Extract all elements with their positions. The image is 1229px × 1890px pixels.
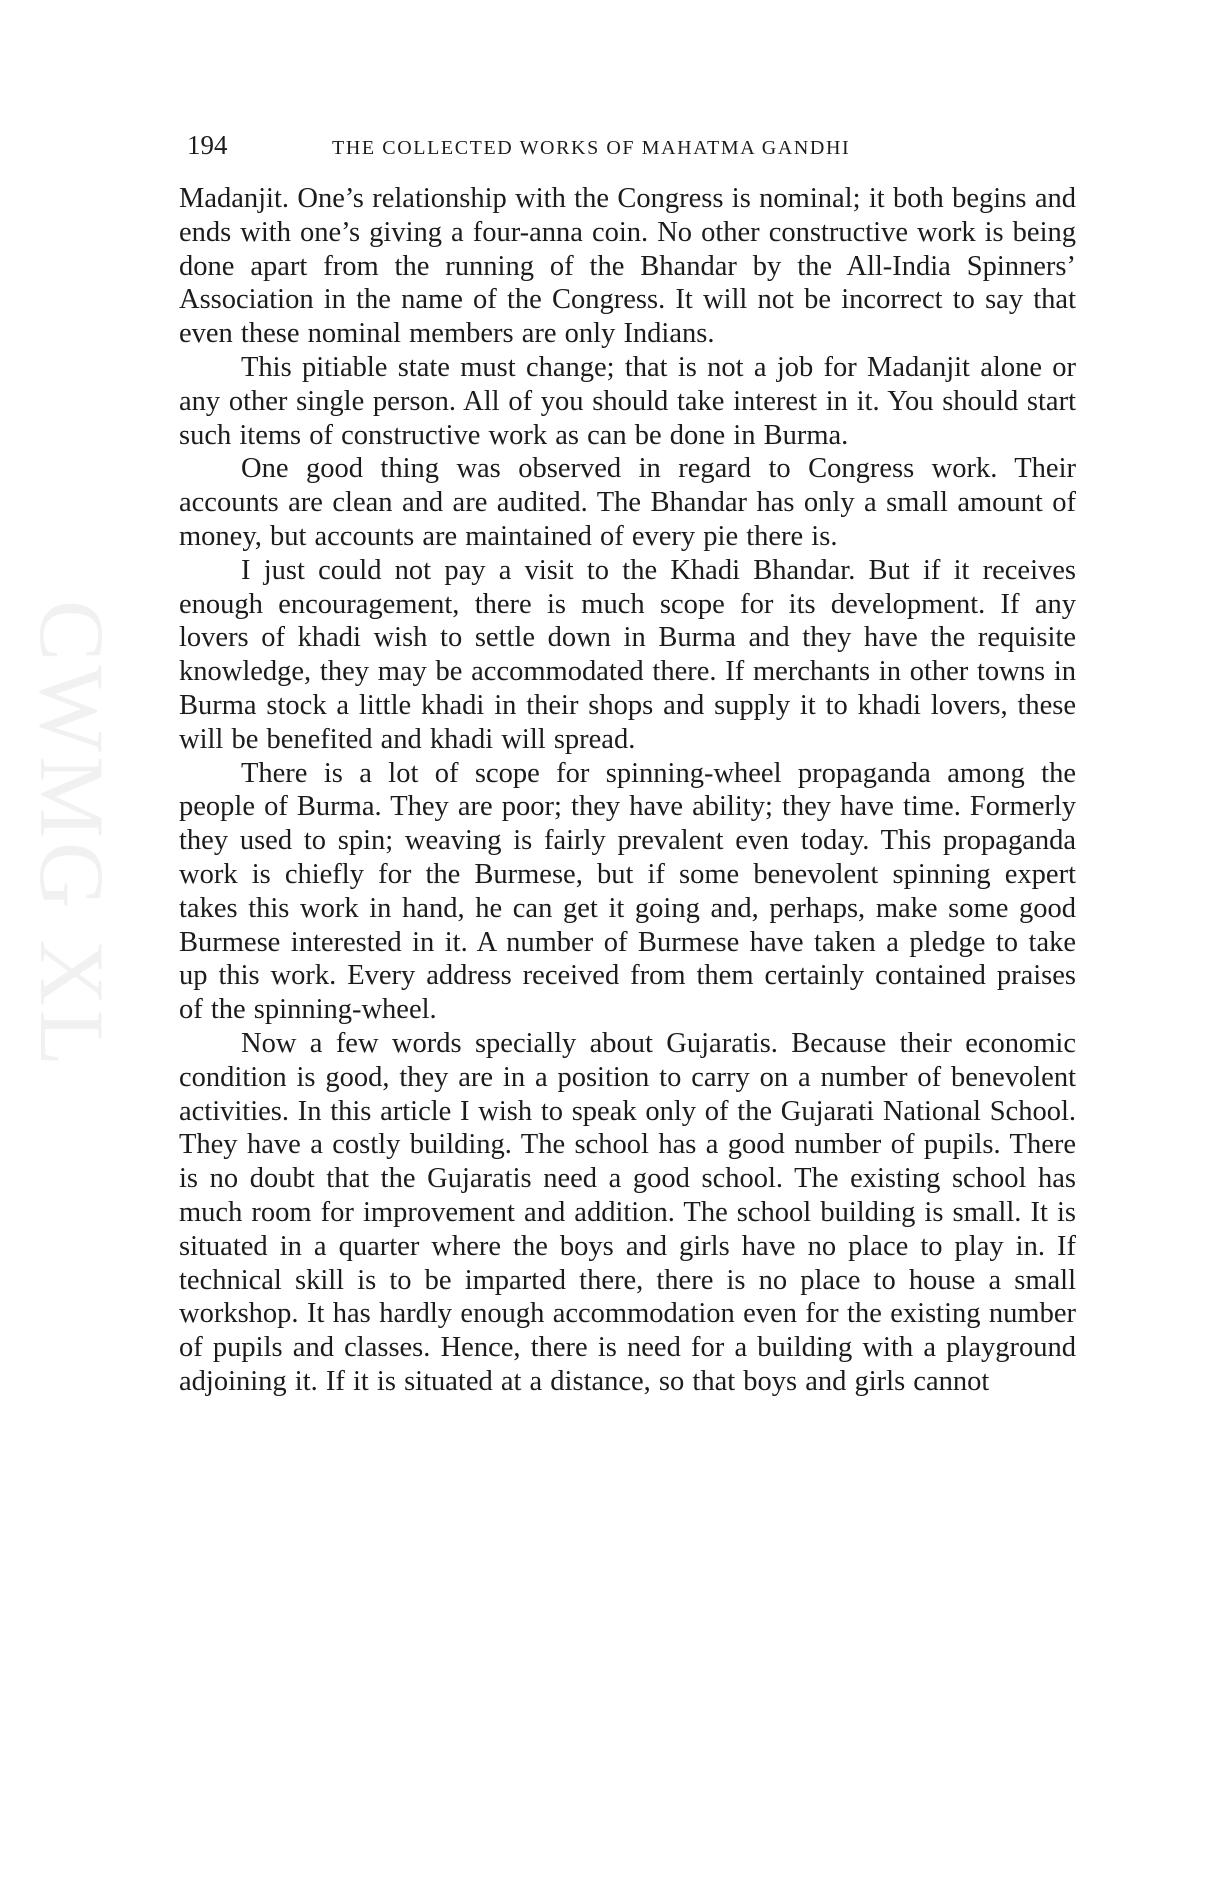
paragraph-5: There is a lot of scope for spinning-wheel propaganda among the people of Burma. They are poor; they have ability; they have time. Formerly they used to spin; weaving is fairly prevalent even today. This propaganda work is chiefly for the Burmese, but if some benevolent spinning expert takes this work in hand, he can get it going and, perhaps, make some good Burmese interested in it. A number of Burmese have taken a pledge to take up this work. Every address received from them certainly contained praises of the spinning-wheel.: [179, 757, 1076, 1026]
text-body: [179, 182, 1076, 1399]
watermark-text: CWMG XL: [21, 600, 123, 1071]
running-head: [187, 130, 1077, 170]
paragraph-1: Madanjit. One’s relationship with the Congress is nominal; it both begins and ends with one’s giving a four-anna coin. No other constructive work is being done apart from the running of the Bhandar by the All-India Spinners’ Association in the name of the Congress. It will not be incorrect to say that even these nominal members are only Indians.: [179, 183, 1076, 350]
paragraph-6: Now a few words specially about Gujaratis. Because their economic condition is good, they are in a position to carry on a number of benevolent activities. In this article I wish to speak only of the Gujarati National School. They have a costly building. The school has a good number of pupils. There is no doubt that the Gujaratis need a good school. The existing school has much room for improvement and addition. The school building is small. It is situated in a quarter where the boys and girls have no place to play in. If technical skill is to be imparted there, there is no place to house a small workshop. It has hardly enough accommodation even for the existing number of pupils and classes. Hence, there is need for a building with a playground adjoining it. If it is situated at a distance, so that boys and girls cannot: [179, 1027, 1076, 1397]
paragraph-3: One good thing was observed in regard to Congress work. Their accounts are clean and are audited. The Bhandar has only a small amount of money, but accounts are maintained of every pie there is.: [179, 453, 1076, 552]
paragraph-2: This pitiable state must change; that is not a job for Madanjit alone or any other single person. All of you should take interest in it. You should start such items of constructive work as can be done in Burma.: [179, 351, 1076, 451]
watermark: [21, 600, 123, 1071]
page-number: 194: [187, 130, 228, 160]
header-title: THE COLLECTED WORKS OF MAHATMA GANDHI: [332, 137, 851, 159]
paragraph-4: I just could not pay a visit to the Khadi Bhandar. But if it receives enough encouragement, there is much scope for its development. If any lovers of khadi wish to settle down in Burma and they have the requisite knowledge, they may be accommodated there. If merchants in other towns in Burma stock a little khadi in their shops and supply it to khadi lovers, these will be benefited and khadi will spread.: [179, 554, 1076, 755]
